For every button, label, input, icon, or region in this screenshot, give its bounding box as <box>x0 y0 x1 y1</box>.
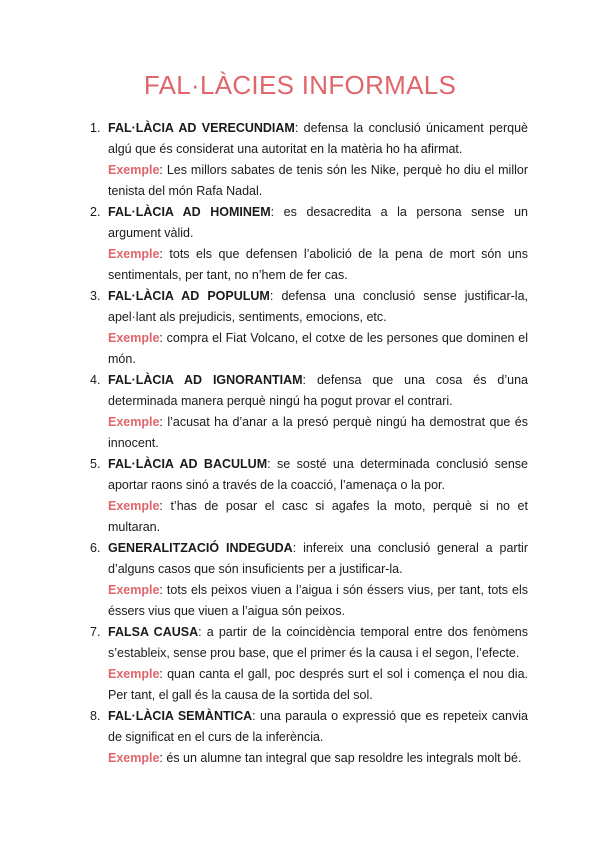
example-label: Exemple <box>108 751 160 765</box>
item-definition-text: : defensa una conclusió sense justificar-la, apel·lant als prejudicis, sentiments, emocions, etc. <box>108 289 528 324</box>
example-label: Exemple <box>108 667 160 681</box>
item-number: 4. <box>90 373 101 387</box>
example-text: : t’has de posar el casc si agafes la moto, perquè si no et multaran. <box>108 499 528 534</box>
item-example <box>108 160 528 202</box>
item-definition-text: : es desacredita a la persona sense un argument vàlid. <box>108 205 528 240</box>
example-text: : compra el Fiat Volcano, el cotxe de les persones que dominen el món. <box>108 331 528 366</box>
item-example <box>108 748 528 769</box>
item-term: GENERALITZACIÓ INDEGUDA <box>108 541 293 555</box>
example-text: : Les millors sabates de tenis són les Nike, perquè ho diu el millor tenista del món Rafa Nadal. <box>108 163 528 198</box>
example-label: Exemple <box>108 415 160 429</box>
item-definition-text: : a partir de la coincidència temporal entre dos fenòmens s’estableix, sense prou base, que el primer és la causa i el segon, l’efecte. <box>108 625 528 660</box>
page-title: FAL·LÀCIES INFORMALS <box>143 70 457 100</box>
item-number: 5. <box>90 457 101 471</box>
item-definition-text: : defensa que una cosa és d’una determinada manera perquè ningú ha pogut provar el contrari. <box>108 373 528 408</box>
example-text: : quan canta el gall, poc després surt el sol i comença el nou dia. Per tant, el gall és la causa de la sortida del sol. <box>108 667 528 702</box>
item-definition <box>108 202 528 244</box>
item-term: FAL·LÀCIA AD POPULUM <box>108 289 270 303</box>
list-item <box>0 622 600 706</box>
item-number: 6. <box>90 541 101 555</box>
item-definition <box>108 286 528 328</box>
item-definition <box>108 370 528 412</box>
item-number: 3. <box>90 289 101 303</box>
example-label: Exemple <box>108 163 160 177</box>
item-definition-text: : infereix una conclusió general a partir d’alguns casos que són insuficients per a justificar-la. <box>108 541 528 576</box>
item-definition <box>108 622 528 664</box>
item-definition <box>108 538 528 580</box>
example-label: Exemple <box>108 583 160 597</box>
list-item <box>0 454 600 538</box>
list-item <box>0 706 600 769</box>
item-term: FALSA CAUSA <box>108 625 199 639</box>
list-item <box>0 118 600 202</box>
item-number: 1. <box>90 121 101 135</box>
item-definition-text: : una paraula o expressió que es repeteix canvia de significat en el curs de la inferència. <box>108 709 528 744</box>
example-text: : és un alumne tan integral que sap resoldre les integrals molt bé. <box>159 751 522 765</box>
list-item <box>0 202 600 286</box>
list-item <box>0 370 600 454</box>
fallacy-list <box>0 118 600 769</box>
item-example <box>108 664 528 706</box>
list-item <box>0 538 600 622</box>
item-term: FAL·LÀCIA AD VERECUNDIAM <box>108 121 295 135</box>
item-term: FAL·LÀCIA SEMÀNTICA <box>108 709 253 723</box>
example-label: Exemple <box>108 247 160 261</box>
item-example <box>108 412 528 454</box>
item-number: 7. <box>90 625 101 639</box>
example-label: Exemple <box>108 499 160 513</box>
item-number: 2. <box>90 205 101 219</box>
item-example <box>108 580 528 622</box>
item-term: FAL·LÀCIA AD IGNORANTIAM <box>108 373 303 387</box>
item-definition <box>108 454 528 496</box>
item-definition-text: : defensa la conclusió únicament perquè algú que és considerat una autoritat en la matèria ho ha afirmat. <box>108 121 529 156</box>
example-text: : l’acusat ha d’anar a la presó perquè ningú ha demostrat que és innocent. <box>108 415 528 450</box>
item-definition <box>108 118 528 160</box>
item-term: FAL·LÀCIA AD BACULUM <box>108 457 268 471</box>
example-label: Exemple <box>108 331 160 345</box>
item-example <box>108 328 528 370</box>
item-example <box>108 496 528 538</box>
item-number: 8. <box>90 709 101 723</box>
item-term: FAL·LÀCIA AD HOMINEM <box>108 205 271 219</box>
item-definition-text: : se sosté una determinada conclusió sense aportar raons sinó a través de la coacció, l’amenaça o la por. <box>108 457 529 492</box>
item-example <box>108 244 528 286</box>
list-item <box>0 286 600 370</box>
item-definition <box>108 706 528 748</box>
example-text: : tots els que defensen l’abolició de la pena de mort són uns sentimentals, per tant, no n’hem de fer cas. <box>108 247 528 282</box>
example-text: : tots els peixos viuen a l’aigua i són éssers vius, per tant, tots els éssers vius que viuen a l’aigua són peixos. <box>108 583 528 618</box>
